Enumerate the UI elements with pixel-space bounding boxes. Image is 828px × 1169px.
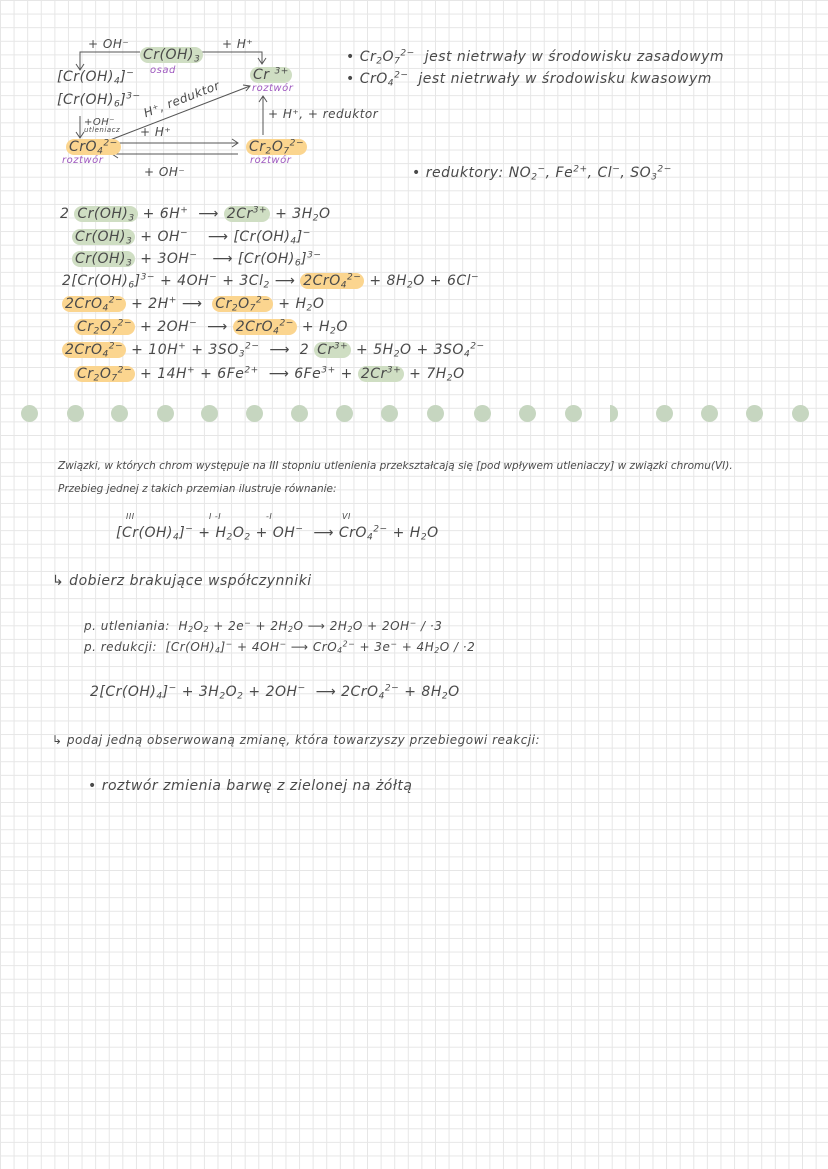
equation-5: 2CrO$_4^{2-}$ + 2H+ ⟶ $Cr_2O_7^{2-} + H_2O$ bbox=[62, 297, 324, 311]
equation-2: $Cr(OH)_3 + OH^-$ ⟶ $[Cr(OH)_4]^-$ bbox=[72, 230, 311, 244]
h-mid-label: + H⁺ bbox=[140, 125, 172, 139]
oh-utleniacz-label: +OH⁻ bbox=[84, 117, 116, 128]
task-2: ↳ podaj jedną obserwowaną zmianę, która towarzyszy przebiegowi reakcji: bbox=[52, 733, 541, 747]
h-reduktor-label: H⁺, reduktor bbox=[141, 78, 222, 121]
cr-oh4-label: $[Cr(OH)_4]^-$ bbox=[57, 68, 135, 87]
roztwor-cro4-label: roztwór bbox=[62, 155, 104, 166]
roztwor-cr2o7-label: roztwór bbox=[250, 155, 292, 166]
utleniacz-label: utleniacz bbox=[84, 126, 121, 134]
osad-label: osad bbox=[150, 65, 176, 76]
h-reduktor-right-label: + H⁺, + reduktor bbox=[268, 107, 379, 121]
ox-state-oh: -I bbox=[266, 512, 273, 521]
final-equation: $2[Cr(OH)_4]^- + 3H_2O_2 + 2OH^-$ ⟶ $2CrO_4^{2-} + 8H_2O$ bbox=[90, 683, 460, 702]
note-1: • $Cr_2O_7^{2-}$ jest nietrwały w środowisku zasadowym bbox=[346, 48, 724, 67]
note-2: • CrO$_4^{2-}$ jest nietrwały w środowisku kwasowym bbox=[346, 70, 712, 89]
oh-top-label: + OH⁻ bbox=[88, 37, 130, 51]
cr-oh3-label: $Cr(OH)_3$ bbox=[140, 48, 203, 62]
cr2o7-label: $Cr_2O_7^{2-}$ bbox=[246, 140, 307, 154]
equation-6: $Cr_2O_7^{2-} + 2OH^-$ ⟶ $2CrO_4^{2-} + H_2O$ bbox=[74, 320, 348, 334]
equation-7: $2CrO_4^{2-} + 10H^+ + 3SO_3^{2-}$ ⟶ 2 $Cr^{3+} + 5H_2O + 3SO_4^{2-}$ bbox=[62, 343, 485, 357]
ox-state-cro4: VI bbox=[342, 512, 351, 521]
p-redukcji: p. redukcji: $[Cr(OH)_4]^- + 4OH^-$ ⟶ $CrO_4^{2-} + 3e^- + 4H_2O / \cdot 2$ bbox=[84, 639, 476, 655]
cro4-label: CrO$_4^{2-}$ bbox=[66, 140, 121, 154]
equation-4: $2[Cr(OH)_6]^{3-} + 4OH^- + 3Cl_2$ ⟶ $2CrO_4^{2-} + 8H_2O + 6Cl^-$ bbox=[62, 272, 480, 291]
roztwor-cr3-label: roztwór bbox=[252, 83, 294, 94]
equation-1: 2 $Cr(OH)_3 + 6H^+$ ⟶ $2Cr^{3+} + 3H_2O$ bbox=[60, 205, 331, 224]
cr-oh6-label: $[Cr(OH)_6]^{3-}$ bbox=[57, 91, 141, 110]
h-top-label: + H⁺ bbox=[222, 37, 254, 51]
p-utleniania: p. utleniania: $H_2O_2 + 2e^- + 2H_2O$ ⟶ $2H_2O + 2OH^- / \cdot 3$ bbox=[84, 618, 443, 634]
reductors-note: • reduktory: $NO_2^-$, $Fe^{2+}$, Cl−, $SO_3^{2-}$ bbox=[412, 164, 672, 183]
oh-bottom-label: + OH⁻ bbox=[144, 165, 186, 179]
equation-3: $Cr(OH)_3 + 3OH^-$ ⟶ $[Cr(OH)_6]^{3-}$ bbox=[72, 252, 322, 266]
intro-line-2: Przebieg jednej z takich przemian ilustruje równanie: bbox=[58, 483, 337, 495]
ox-state-h2o2: I -I bbox=[209, 512, 222, 521]
intro-line-1: Związki, w których chrom występuje na III stopniu utlenienia przekształcają się [pod wpływem utleniaczy] w związki chromu(VI). bbox=[58, 460, 733, 472]
ox-state-cr: III bbox=[126, 512, 135, 521]
cr3-label: Cr $^{3+}$ bbox=[250, 68, 292, 82]
main-equation: $[Cr(OH)_4]^- + H_2O_2 + OH^-$ ⟶ $CrO_4^{2-} + H_2O$ bbox=[116, 524, 439, 543]
equation-8: $Cr_2O_7^{2-} + 14H^+ + 6Fe^{2+}$ ⟶ $6Fe^{3+} + 2Cr^{3+} + 7H_2O$ bbox=[74, 367, 465, 381]
answer: • roztwór zmienia barwę z zielonej na żółtą bbox=[88, 778, 413, 794]
task-1: ↳ dobierz brakujące współczynniki bbox=[52, 573, 312, 589]
